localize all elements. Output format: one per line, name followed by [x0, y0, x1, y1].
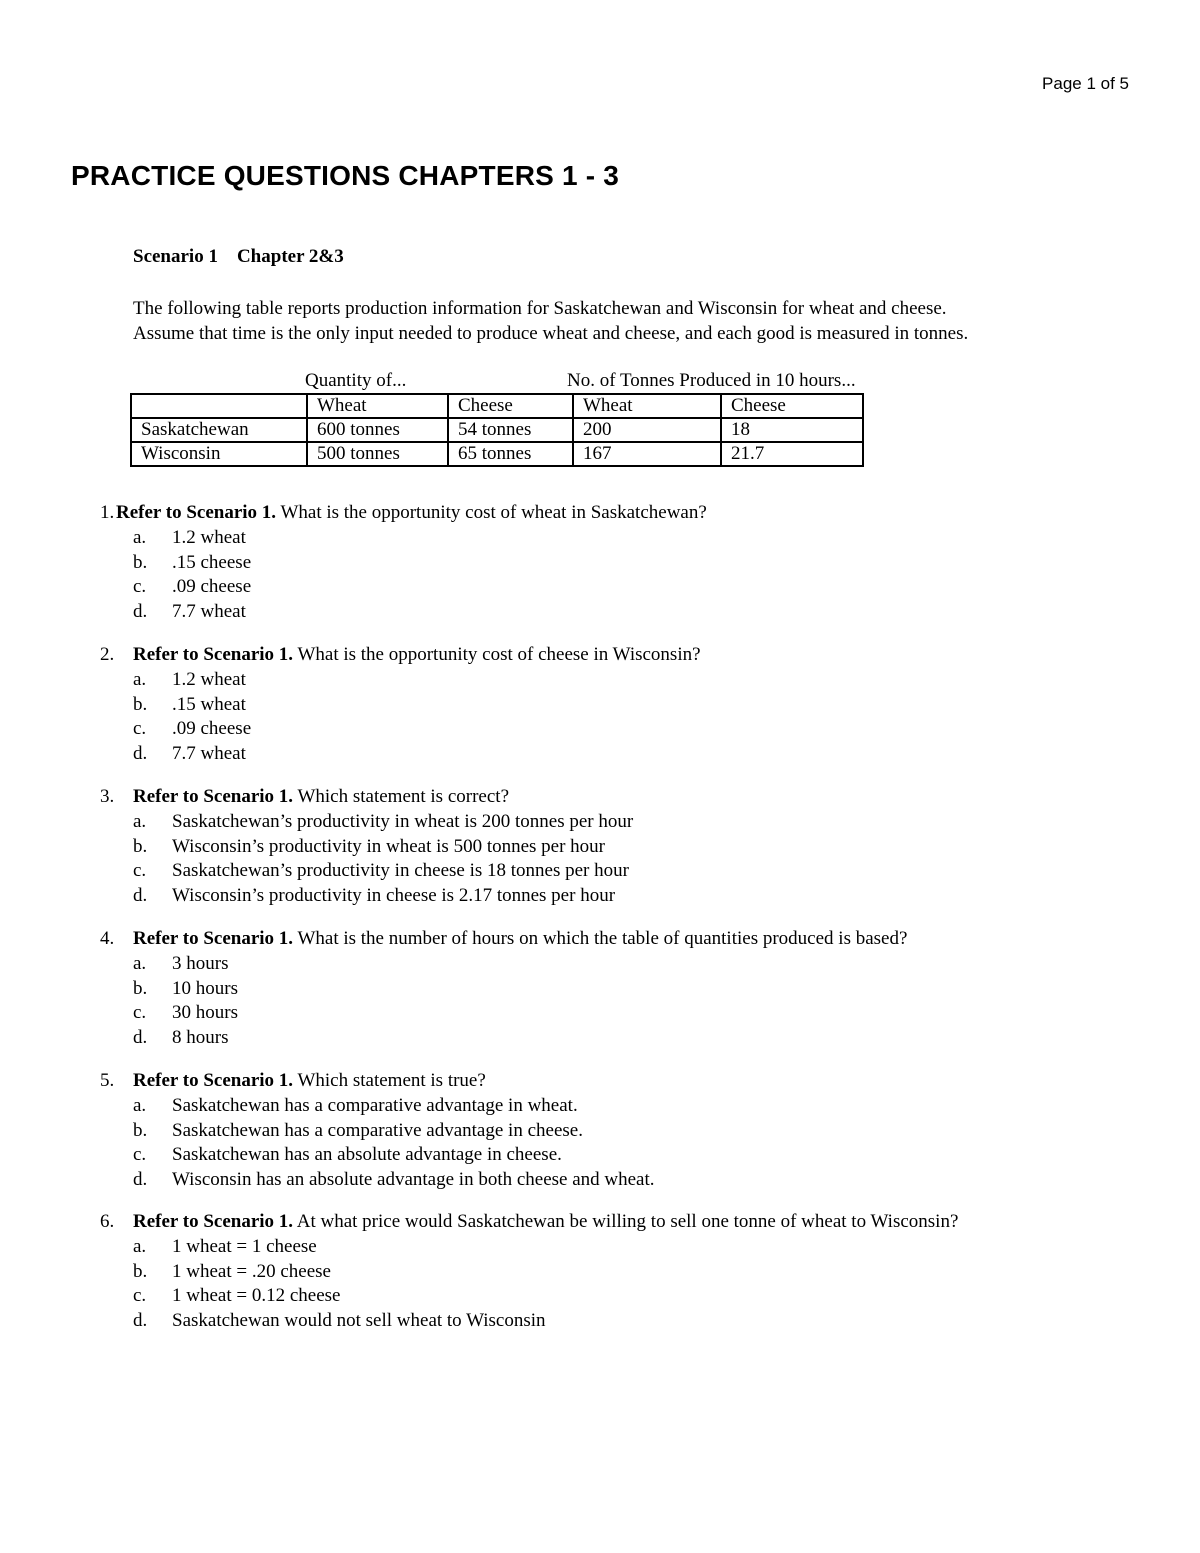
answer-option[interactable]	[100, 551, 1160, 576]
option-letter: b.	[133, 1119, 148, 1141]
option-text: Saskatchewan’s productivity in wheat is 200 tonnes per hour	[172, 810, 634, 832]
question-text: What is the number of hours on which the table of quantities produced is based?	[293, 928, 908, 949]
option-text: 7.7 wheat	[172, 743, 246, 765]
table-cell: 65 tonnes	[448, 442, 573, 466]
table-header-cell: Wheat	[307, 394, 448, 418]
answer-option[interactable]	[100, 1309, 1160, 1334]
answer-option[interactable]	[100, 1026, 1160, 1051]
question-text: What is the opportunity cost of cheese in Wisconsin?	[293, 644, 701, 665]
production-table	[130, 393, 864, 467]
option-letter: c.	[133, 860, 147, 882]
option-letter: b.	[133, 835, 148, 857]
question-5	[100, 1069, 1160, 1193]
answer-option[interactable]	[100, 1260, 1160, 1285]
option-text: 3 hours	[172, 952, 229, 974]
answer-option[interactable]	[100, 600, 1160, 625]
option-letter: c.	[133, 718, 147, 740]
table-cell: 18	[721, 418, 863, 442]
table-header-row	[131, 394, 863, 418]
answer-option[interactable]	[100, 1001, 1160, 1026]
option-letter: d.	[133, 1310, 148, 1332]
answer-option[interactable]	[100, 1143, 1160, 1168]
option-letter: a.	[133, 810, 147, 832]
table-group-header-quantity: Quantity of...	[305, 370, 407, 391]
option-text: Saskatchewan has an absolute advantage in cheese.	[172, 1144, 562, 1166]
table-group-header-tonnes: No. of Tonnes Produced in 10 hours...	[567, 370, 856, 391]
option-text: 1 wheat = 1 cheese	[172, 1235, 317, 1257]
answer-option[interactable]	[100, 859, 1160, 884]
table-header-cell	[131, 394, 307, 418]
question-lead: Refer to Scenario 1.	[133, 644, 294, 665]
answer-option[interactable]	[100, 668, 1160, 693]
question-lead: Refer to Scenario 1.	[133, 1211, 294, 1232]
answer-option[interactable]	[100, 575, 1160, 600]
option-letter: a.	[133, 668, 147, 690]
answer-option[interactable]	[100, 977, 1160, 1002]
answer-option[interactable]	[100, 1284, 1160, 1309]
question-number: 6.	[100, 1211, 115, 1232]
option-text: Saskatchewan has a comparative advantage in wheat.	[172, 1094, 578, 1116]
option-text: Wisconsin’s productivity in cheese is 2.17 tonnes per hour	[172, 885, 616, 907]
option-letter: d.	[133, 601, 148, 623]
answer-option[interactable]	[100, 1119, 1160, 1144]
scenario-heading: Scenario 1 Chapter 2&3	[133, 246, 344, 267]
question-2	[100, 643, 1160, 767]
table-cell: 200	[573, 418, 721, 442]
option-text: 1.2 wheat	[172, 526, 246, 548]
question-text: Which statement is correct?	[293, 786, 509, 807]
option-text: 7.7 wheat	[172, 601, 246, 623]
answer-option[interactable]	[100, 884, 1160, 909]
question-stem	[100, 785, 1160, 810]
question-stem	[100, 1210, 1160, 1235]
answer-option[interactable]	[100, 1168, 1160, 1193]
answer-option[interactable]	[100, 952, 1160, 977]
answer-option[interactable]	[100, 742, 1160, 767]
option-text: 1.2 wheat	[172, 668, 246, 690]
option-text: 8 hours	[172, 1027, 229, 1049]
question-stem	[100, 927, 1160, 952]
answer-option[interactable]	[100, 810, 1160, 835]
option-letter: d.	[133, 1169, 148, 1191]
option-letter: d.	[133, 885, 148, 907]
option-text: Saskatchewan has a comparative advantage in cheese.	[172, 1119, 583, 1141]
option-text: .15 cheese	[172, 551, 252, 573]
question-text: What is the opportunity cost of wheat in Saskatchewan?	[276, 502, 707, 523]
table-cell: 600 tonnes	[307, 418, 448, 442]
table-header-cell: Cheese	[721, 394, 863, 418]
option-letter: b.	[133, 693, 148, 715]
table-cell: 500 tonnes	[307, 442, 448, 466]
table-cell: 21.7	[721, 442, 863, 466]
question-4	[100, 927, 1160, 1051]
question-number: 3.	[100, 786, 115, 807]
option-letter: d.	[133, 743, 148, 765]
option-text: .09 cheese	[172, 718, 252, 740]
question-number: 5.	[100, 1070, 115, 1091]
answer-option[interactable]	[100, 1094, 1160, 1119]
question-lead: Refer to Scenario 1.	[116, 502, 277, 523]
intro-line: The following table reports production information for Saskatchewan and Wisconsin for wheat and cheese.	[133, 298, 947, 319]
question-lead: Refer to Scenario 1.	[133, 1070, 294, 1091]
intro-line: Assume that time is the only input needed to produce wheat and cheese, and each good is measured in tonnes.	[133, 323, 969, 344]
option-text: .15 wheat	[172, 693, 246, 715]
answer-option[interactable]	[100, 1235, 1160, 1260]
question-number: 2.	[100, 644, 115, 665]
option-letter: d.	[133, 1027, 148, 1049]
table-row	[131, 442, 863, 466]
option-letter: c.	[133, 1285, 147, 1307]
table-header-cell: Cheese	[448, 394, 573, 418]
option-text: .09 cheese	[172, 576, 252, 598]
option-letter: c.	[133, 1002, 147, 1024]
table-cell: Saskatchewan	[131, 418, 307, 442]
option-letter: b.	[133, 977, 148, 999]
question-stem	[100, 501, 1160, 526]
answer-option[interactable]	[100, 717, 1160, 742]
question-1	[100, 501, 1160, 625]
question-lead: Refer to Scenario 1.	[133, 928, 294, 949]
option-letter: a.	[133, 1235, 147, 1257]
option-text: Wisconsin has an absolute advantage in both cheese and wheat.	[172, 1169, 655, 1191]
question-number: 1.	[100, 502, 115, 523]
question-lead: Refer to Scenario 1.	[133, 786, 294, 807]
question-text: At what price would Saskatchewan be willing to sell one tonne of wheat to Wisconsin?	[293, 1211, 959, 1232]
table-cell: 54 tonnes	[448, 418, 573, 442]
question-stem	[100, 1069, 1160, 1094]
question-stem	[100, 643, 1160, 668]
table-cell: Wisconsin	[131, 442, 307, 466]
option-letter: a.	[133, 952, 147, 974]
option-letter: c.	[133, 576, 147, 598]
answer-option[interactable]	[100, 526, 1160, 551]
option-letter: a.	[133, 526, 147, 548]
answer-option[interactable]	[100, 693, 1160, 718]
option-letter: c.	[133, 1144, 147, 1166]
answer-option[interactable]	[100, 835, 1160, 860]
table-header-cell: Wheat	[573, 394, 721, 418]
table-cell: 167	[573, 442, 721, 466]
question-3	[100, 785, 1160, 909]
table-row	[131, 418, 863, 442]
intro-paragraph	[133, 296, 1153, 346]
question-number: 4.	[100, 928, 115, 949]
option-text: 1 wheat = 0.12 cheese	[172, 1285, 341, 1307]
page-number: Page 1 of 5	[1042, 74, 1129, 93]
question-6	[100, 1210, 1160, 1334]
option-text: 30 hours	[172, 1002, 238, 1024]
option-text: Saskatchewan would not sell wheat to Wisconsin	[172, 1310, 546, 1332]
option-letter: b.	[133, 551, 148, 573]
option-letter: a.	[133, 1094, 147, 1116]
page-title: PRACTICE QUESTIONS CHAPTERS 1 - 3	[71, 160, 620, 191]
option-text: 10 hours	[172, 977, 238, 999]
question-text: Which statement is true?	[293, 1070, 486, 1091]
option-text: Saskatchewan’s productivity in cheese is 18 tonnes per hour	[172, 860, 629, 882]
option-text: Wisconsin’s productivity in wheat is 500 tonnes per hour	[172, 835, 606, 857]
option-letter: b.	[133, 1260, 148, 1282]
option-text: 1 wheat = .20 cheese	[172, 1260, 331, 1282]
